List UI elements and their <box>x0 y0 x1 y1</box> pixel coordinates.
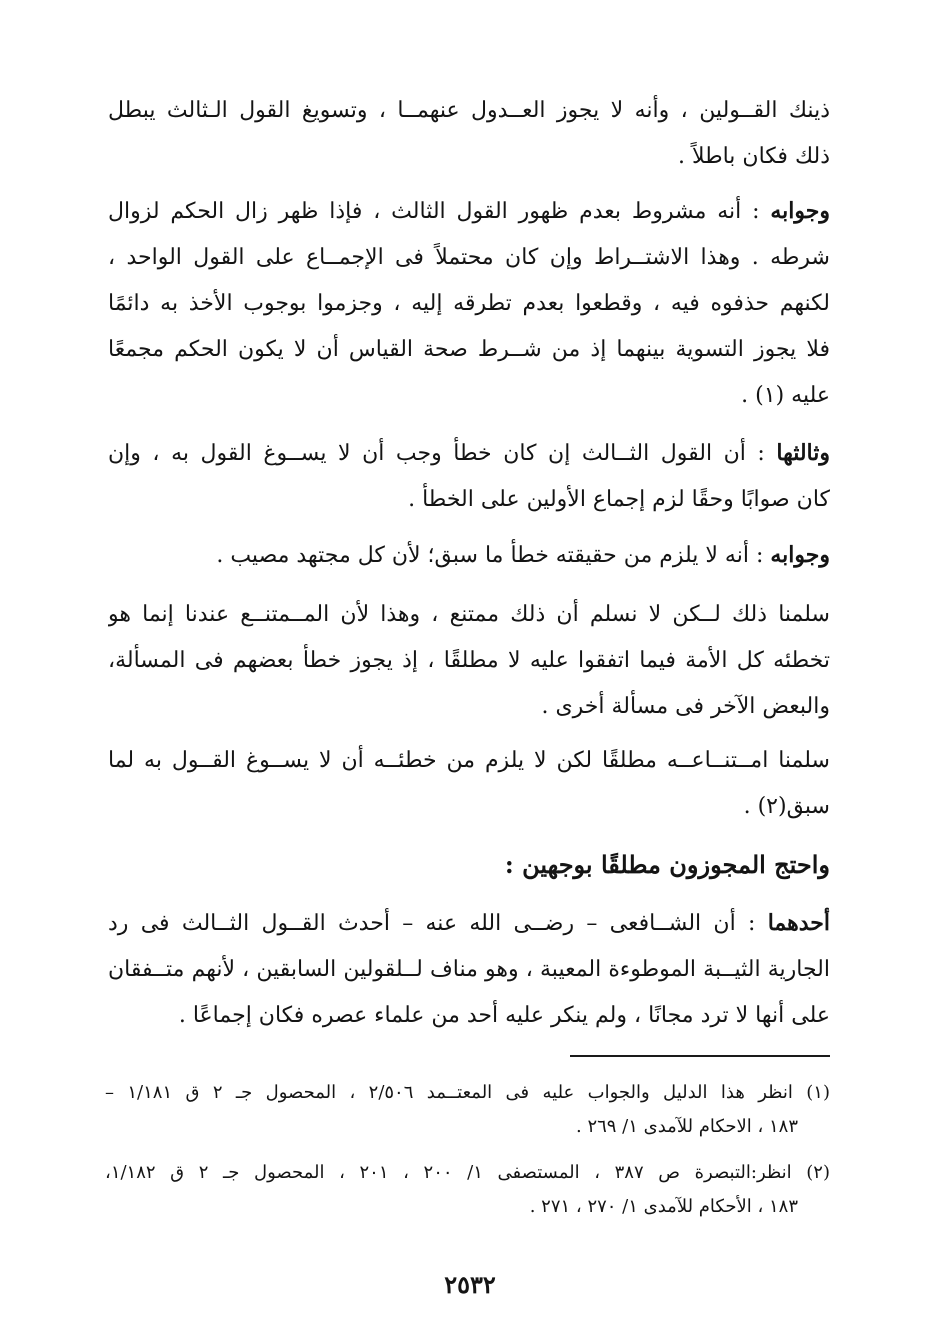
text-span: : أنه مشروط بعدم ظهور القول الثالث ، فإذا ظهر زال الحكم لزوال <box>108 199 771 224</box>
footnote-line: ١٨٣ ، الاحكام للآمدى ١/ ٢٦٩ . <box>575 1116 798 1137</box>
text-line: ذينك القــولين ، وأنه لا يجوز العــدول عنهمــا ، وتسويغ القول الـثالث يبطل <box>108 98 830 123</box>
text-line: كان صوابًا وحقًا لزم إجماع الأولين على الخطأ . <box>408 487 830 512</box>
text-line: الجارية الثيــبة الموطوءة المعيبة ، وهو مناف لــلقولين السابقين ، لأنهم متــفقان <box>108 957 830 982</box>
section-heading: واحتج المجوزون مطلقًا بوجهين : <box>504 850 830 879</box>
text-line <box>108 532 830 579</box>
text-line: ذلك فكان باطلاً . <box>677 144 830 169</box>
paragraph-3 <box>108 430 830 523</box>
paragraph-lead: وجوابه <box>770 198 830 224</box>
text-span: : أنه لا يلزم من حقيقته خطأ ما سبق؛ لأن كل مجتهد مصيب . <box>216 543 771 568</box>
paragraph-4 <box>108 532 830 579</box>
footnote-line: (٢) انظر:التبصرة ص ٣٨٧ ، المستصفى ١/ ٢٠٠ ، ٢٠١ ، المحصول جـ ٢ ق ١/١٨٢، <box>105 1162 830 1183</box>
footnote-line: ١٨٣ ، الأحكام للآمدى ١/ ٢٧٠ ، ٢٧١ . <box>529 1196 798 1217</box>
paragraph-6 <box>108 738 830 830</box>
text-line: لكنهم حذفوه فيه ، وقطعوا بعدم تطرقه إليه ، وجزموا بوجوب الأخذ به دائمًا <box>108 291 830 316</box>
footnote-separator <box>570 1055 830 1057</box>
text-line <box>108 900 830 947</box>
text-line: تخطئه كل الأمة فيما اتفقوا عليه لا مطلقًا ، إذ يجوز خطأ بعضهم فى المسألة، <box>108 648 830 673</box>
text-line <box>108 188 830 235</box>
text-line: على أنها لا ترد مجانًا ، ولم ينكر عليه أحد من علماء عصره فكان إجماعًا . <box>178 1003 830 1028</box>
text-line: سلمنا امــتنــاعــه مطلقًا لكن لا يلزم من خطئــه أن لا يســوغ القــول به لما <box>108 748 830 773</box>
text-line: فلا يجوز التسوية بينهما إذ من شــرط صحة القياس أن لا يكون الحكم مجمعًا <box>108 337 830 362</box>
paragraph-lead: أحدهما <box>767 910 830 936</box>
paragraph-1 <box>108 88 830 180</box>
text-line <box>108 430 830 477</box>
paragraph-lead: وجوابه <box>770 542 830 568</box>
footnote-1 <box>105 1076 830 1144</box>
paragraph-5 <box>108 592 830 730</box>
paragraph-2 <box>108 188 830 419</box>
paragraph-7 <box>108 900 830 1039</box>
text-line: سبق(٢) . <box>743 794 830 819</box>
footnote-2 <box>105 1156 830 1224</box>
text-span: : أن الشــافعى – رضــى الله عنه – أحدث القــول الثــالث فى رد <box>108 911 768 936</box>
paragraph-lead: وثالثها <box>776 440 830 466</box>
page-number: ٢٥٣٢ <box>444 1270 496 1299</box>
footnote-line: (١) انظر هذا الدليل والجواب عليه فى المعتــمد ٢/٥٠٦ ، المحصول جـ ٢ ق ١/١٨١ – <box>105 1082 830 1103</box>
text-line: عليه (١) . <box>741 383 830 408</box>
text-line: شرطه . وهذا الاشتــراط وإن كان محتملاً فى الإجمــاع على القول الواحد ، <box>108 245 830 270</box>
text-line: والبعض الآخر فى مسألة أخرى . <box>541 694 830 719</box>
text-line: سلمنا ذلك لــكن لا نسلم أن ذلك ممتنع ، وهذا لأن المــمتنــع عندنا إنما هو <box>108 602 830 627</box>
text-span: : أن القول الثــالث إن كان خطأ وجب أن لا يســوغ القول به ، وإن <box>108 441 777 466</box>
